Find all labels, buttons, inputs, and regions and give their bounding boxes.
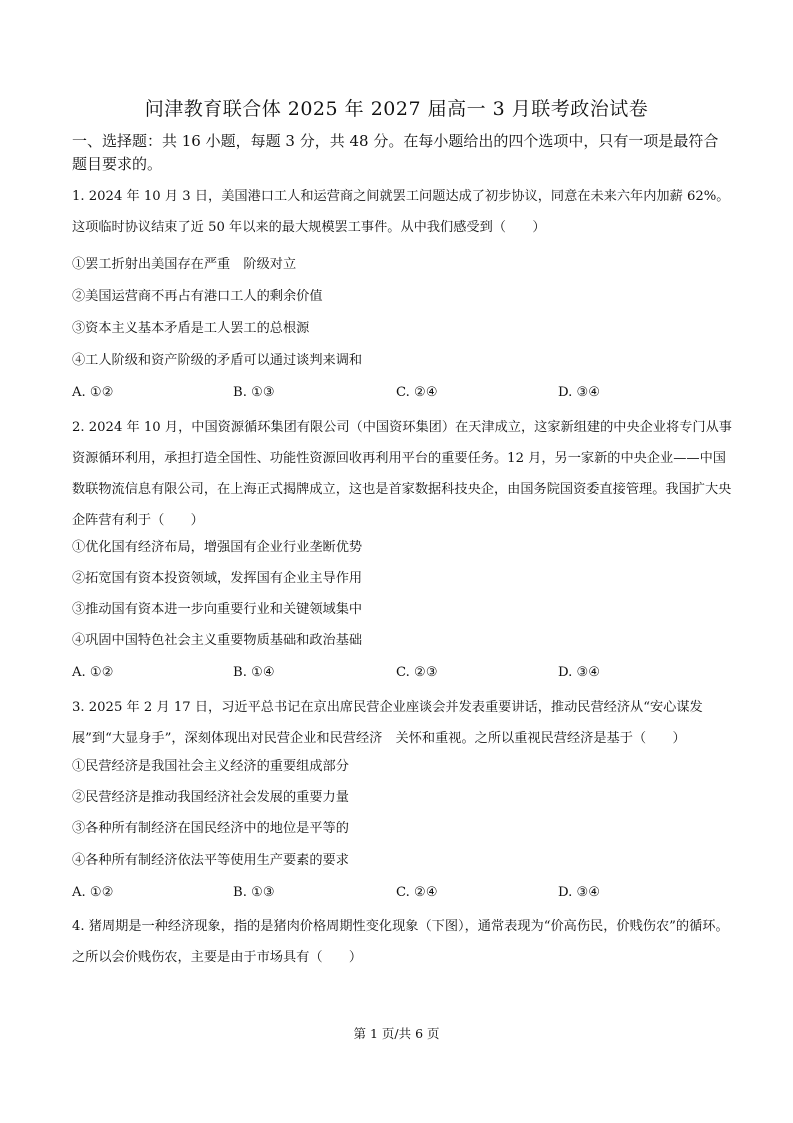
question-2-statement-1: ①优化国有经济布局，增强国有企业行业垄断优势 (72, 540, 363, 555)
question-2-option-a: A. ①② (72, 665, 114, 680)
question-3-option-c: C. ②④ (396, 885, 438, 900)
question-2-stem: 2. 2024 年 10 月，中国资源循环集团有限公司（中国资环集团）在天津成立，这家新组建的中央企业将专门从事资源循环利用，承担打造全国性、功能性资源回收再利用平台的重要任务。12 月，另一家新的中央企业——中国数联物流信息有限公司，在上海正式揭牌成立，这也是首家数据科技央企，由国务院国资委直接管理。我国扩大央企阵营有利于（ ） (72, 420, 732, 528)
question-3-stem: 3. 2025 年 2 月 17 日，习近平总书记在京出席民营企业座谈会并发表重要讲话，推动民营经济从“安心谋发展”到“大显身手”，深刻体现出对民营企业和民营经济 关怀和重视。之所以重视民营经济是基于（ ） (72, 700, 703, 746)
question-3-option-d: D. ③④ (558, 885, 601, 900)
question-2-option-c: C. ②③ (396, 665, 438, 680)
question-4-stem: 4. 猪周期是一种经济现象，指的是猪肉价格周期性变化现象（下图），通常表现为“价高伤民，价贱伤农”的循环。之所以会价贱伤农，主要是由于市场具有（ ） (72, 919, 729, 965)
page-footer: 第 1 页/共 6 页 (353, 1026, 440, 1041)
question-1-option-b: B. ①③ (233, 385, 275, 400)
page-title: 问津教育联合体 2025 年 2027 届高一 3 月联考政治试卷 (144, 98, 649, 120)
question-1-option-a: A. ①② (72, 385, 114, 400)
question-3-statement-4: ④各种所有制经济依法平等使用生产要素的要求 (72, 853, 349, 868)
question-1-statement-1: ①罢工折射出美国存在严重 阶级对立 (72, 257, 297, 272)
question-3-option-a: A. ①② (72, 885, 114, 900)
question-1-statement-4: ④工人阶级和资产阶级的矛盾可以通过谈判来调和 (72, 353, 363, 368)
question-1-option-c: C. ②④ (396, 385, 438, 400)
question-2-option-b: B. ①④ (233, 665, 275, 680)
question-1-statement-3: ③资本主义基本矛盾是工人罢工的总根源 (72, 321, 310, 336)
question-3-statement-3: ③各种所有制经济在国民经济中的地位是平等的 (72, 821, 349, 836)
question-1-statement-2: ②美国运营商不再占有港口工人的剩余价值 (72, 289, 323, 304)
question-3-option-b: B. ①③ (233, 885, 275, 900)
question-2-statement-2: ②拓宽国有资本投资领域，发挥国有企业主导作用 (72, 571, 363, 586)
question-3-statement-2: ②民营经济是推动我国经济社会发展的重要力量 (72, 790, 349, 805)
question-2-statement-3: ③推动国有资本进一步向重要行业和关键领域集中 (72, 602, 363, 617)
question-2-option-d: D. ③④ (558, 665, 601, 680)
question-1-option-d: D. ③④ (558, 385, 601, 400)
question-1-stem: 1. 2024 年 10 月 3 日，美国港口工人和运营商之间就罢工问题达成了初步协议，同意在未来六年内加薪 62%。这项临时协议结束了近 50 年以来的最大规模罢工事件。从中我们感受到（ ） (72, 189, 730, 235)
section-heading: 一、选择题：共 16 小题，每题 3 分，共 48 分。在每小题给出的四个选项中，只有一项是最符合题目要求的。 (72, 132, 719, 173)
question-2-statement-4: ④巩固中国特色社会主义重要物质基础和政治基础 (72, 633, 363, 648)
question-3-statement-1: ①民营经济是我国社会主义经济的重要组成部分 (72, 759, 349, 774)
